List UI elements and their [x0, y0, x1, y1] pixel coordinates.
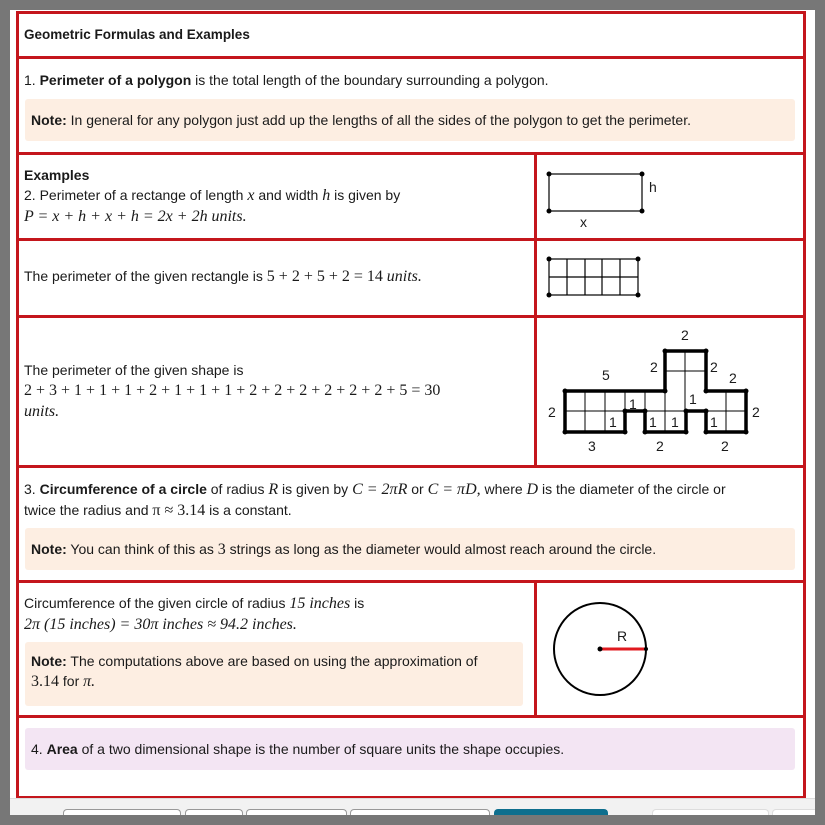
- circle-figure: [537, 583, 677, 713]
- toolbar-button-6[interactable]: [652, 809, 769, 815]
- svg-text:2: 2: [710, 359, 718, 375]
- title-row: [16, 11, 806, 56]
- svg-text:1: 1: [710, 414, 718, 430]
- toolbar-button-7[interactable]: [772, 809, 815, 815]
- perimeter-note: Note: In general for any polygon just add up the lengths of all the sides of the polygon to get the perimeter.: [25, 99, 795, 141]
- perimeter-definition: 1. Perimeter of a polygon is the total length of the boundary surrounding a polygon.: [24, 72, 549, 88]
- area-definition: 4. Area of a two dimensional shape is the number of square units the shape occupies.: [25, 728, 795, 770]
- grid-rectangle-figure: [537, 241, 657, 311]
- section-perimeter-row: [16, 56, 806, 152]
- document-page: [10, 10, 815, 815]
- label-R: R: [617, 628, 628, 644]
- page-title: Geometric Formulas and Examples: [24, 27, 250, 42]
- composite-shape-figure: [537, 318, 797, 468]
- svg-text:1: 1: [689, 391, 697, 407]
- example-shape-row: [16, 315, 806, 465]
- circumference-definition: 3. Circumference of a circle of radius R is given by C = 2πR or C = πD, where D is the diameter of the circle or twice the radius and π ≈ 3.14 is a constant.: [24, 481, 726, 519]
- svg-text:1: 1: [609, 414, 617, 430]
- grid-perimeter-text: The perimeter of the given rectangle is 5 + 2 + 5 + 2 = 14 units.: [24, 268, 422, 285]
- toolbar-button-2[interactable]: [185, 809, 243, 815]
- circle-computation-text: Circumference of the given circle of radius 15 inches is 2π (15 inches) = 30π inches ≈ 94.2 inches.: [24, 595, 365, 633]
- svg-text:1: 1: [629, 396, 637, 412]
- example-circle-row: [16, 580, 806, 715]
- bottom-toolbar: [10, 798, 815, 815]
- svg-text:2: 2: [548, 404, 556, 420]
- circumference-note: Note: You can think of this as 3 strings as long as the diameter would almost reach around the circle.: [25, 528, 795, 570]
- svg-text:1: 1: [649, 414, 657, 430]
- toolbar-button-4[interactable]: [350, 809, 490, 815]
- section-area-row: [16, 715, 806, 796]
- section-circumference-row: [16, 465, 806, 580]
- label-h: h: [649, 179, 657, 195]
- toolbar-button-1[interactable]: [63, 809, 181, 815]
- svg-text:2: 2: [721, 438, 729, 454]
- svg-text:3: 3: [588, 438, 596, 454]
- svg-text:2: 2: [681, 327, 689, 343]
- circle-note: Note: The computations above are based on using the approximation of 3.14 for π.: [25, 642, 523, 706]
- toolbar-button-3[interactable]: [246, 809, 347, 815]
- rectangle-formula-text: Examples 2. Perimeter of a rectange of length x and width h is given by P = x + h + x + h = 2x + 2h units.: [24, 167, 401, 225]
- rectangle-figure: [537, 155, 677, 235]
- svg-text:2: 2: [729, 370, 737, 386]
- example-rectangle-row: [16, 152, 806, 238]
- svg-text:2: 2: [752, 404, 760, 420]
- example-grid-row: [16, 238, 806, 315]
- svg-text:1: 1: [671, 414, 679, 430]
- label-x: x: [580, 214, 587, 230]
- svg-text:2: 2: [650, 359, 658, 375]
- toolbar-primary-button[interactable]: [494, 809, 608, 815]
- shape-perimeter-text: The perimeter of the given shape is 2 + 3 + 1 + 1 + 1 + 2 + 1 + 1 + 1 + 2 + 2 + 2 + 2 + 2 + 2 + 5 = 30 units.: [24, 362, 441, 420]
- svg-text:5: 5: [602, 367, 610, 383]
- svg-text:2: 2: [656, 438, 664, 454]
